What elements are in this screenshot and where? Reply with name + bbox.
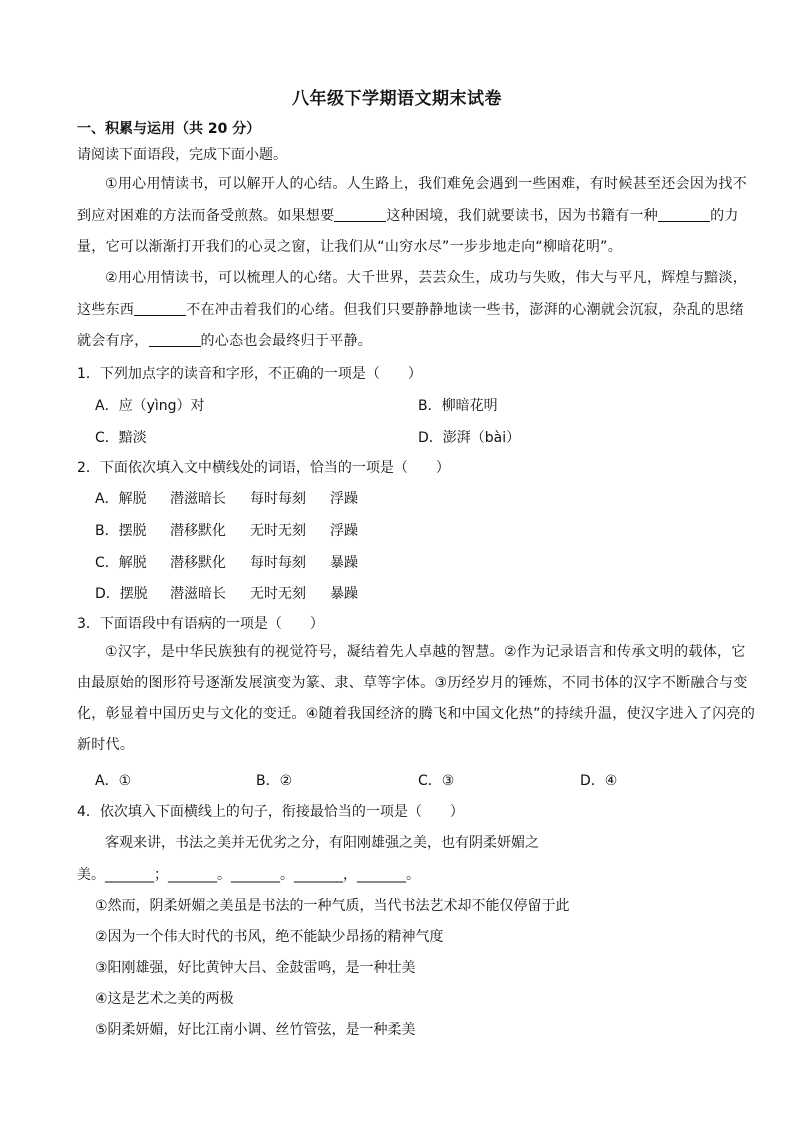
q1-option-d[interactable]: D．澎湃（bài） <box>418 430 521 446</box>
option-label: B．摆脱 <box>95 523 147 539</box>
passage-text: 的心态也会最终归于平静。 <box>200 333 373 349</box>
passage-paragraph-1 <box>77 169 757 264</box>
section-heading: 一、积累与运用（共 20 分） <box>77 121 261 137</box>
fill-blank <box>134 301 186 316</box>
question-4-lead: 客观来讲，书法之美并无优劣之分，有阳刚雄强之美，也有阴柔妍媚之 <box>105 835 539 851</box>
passage-text: ①用心用情读书，可以解开人的心结。人生路上，我们难免会遇到一些困难，有时候甚至还会因为找不到应对困难的方法而备受煎熬。如果想要 <box>77 176 748 224</box>
option-word: 浮躁 <box>330 523 358 539</box>
option-word: 每时每刻 <box>250 491 306 507</box>
option-word: 潜移默化 <box>170 555 226 571</box>
option-word: 每时每刻 <box>250 555 306 571</box>
q4-sentence-4: ④这是艺术之美的两极 <box>95 991 234 1007</box>
option-word: 无时无刻 <box>250 523 306 539</box>
q1-option-b[interactable]: B．柳暗花明 <box>418 398 498 414</box>
question-3-stem: 3．下面语段中有语病的一项是（ ） <box>77 616 324 632</box>
q2-option-c[interactable] <box>95 552 358 572</box>
q2-option-d[interactable] <box>95 583 358 603</box>
question-4-blanks: 美。_______；_______。_______。_______，_______。 <box>77 867 420 883</box>
q1-option-c[interactable]: C．黯淡 <box>95 430 147 446</box>
passage-text: 的力量，它可以渐渐打开我们的心灵之窗，让我们从“山穷水尽”一步步地走向“柳暗花明”。 <box>77 207 739 255</box>
q1-option-a[interactable]: A．应（yìng）对 <box>95 398 205 414</box>
q2-option-b[interactable] <box>95 520 358 540</box>
question-2-stem: 2．下面依次填入文中横线处的词语，恰当的一项是（ ） <box>77 460 450 476</box>
q4-sentence-1: ①然而，阴柔妍媚之美虽是书法的一种气质，当代书法艺术却不能仅停留于此 <box>95 898 570 914</box>
option-label: C．解脱 <box>95 555 147 571</box>
passage-text: ②用心用情读书，可以梳理人的心绪。大千世界，芸芸众生，成功与失败，伟大与平凡，辉煌与黯淡，这些东西 <box>77 270 748 318</box>
option-label: A．解脱 <box>95 491 147 507</box>
q3-option-b[interactable]: B．② <box>256 773 293 789</box>
passage-text: 这种困境，我们就要读书，因为书籍有一种 <box>386 207 659 224</box>
q4-sentence-5: ⑤阴柔妍媚，好比江南小调、丝竹管弦，是一种柔美 <box>95 1022 416 1038</box>
q3-option-d[interactable]: D．④ <box>580 773 618 789</box>
option-word: 潜滋暗长 <box>170 491 226 507</box>
option-word: 潜移默化 <box>170 523 226 539</box>
q3-option-c[interactable]: C．③ <box>418 773 455 789</box>
q4-sentence-2: ②因为一个伟大时代的书风，绝不能缺少昂扬的精神气度 <box>95 929 444 945</box>
question-3-passage: ①汉字，是中华民族独有的视觉符号，凝结着先人卓越的智慧。②作为记录语言和传承文明的载体，它由最原始的图形符号逐渐发展演变为篆、隶、草等字体。③历经岁月的锤炼，不同书体的汉字不断融合与变化，彰显着中国历史与文化的变迁。④随着我国经济的腾飞和中国文化热”的持续升温，使汉字进入了闪亮的新时代。 <box>77 644 756 753</box>
option-word: 暴躁 <box>330 555 358 571</box>
fill-blank <box>658 207 710 222</box>
option-word: 浮躁 <box>330 491 358 507</box>
q2-option-a[interactable] <box>95 488 358 508</box>
option-word: 暴躁 <box>330 586 358 602</box>
option-label: D．摆脱 <box>95 586 148 602</box>
fill-blank <box>149 332 201 347</box>
passage-paragraph-2 <box>77 263 757 358</box>
q4-sentence-3: ③阳刚雄强，好比黄钟大吕、金鼓雷鸣，是一种壮美 <box>95 960 416 976</box>
q3-option-a[interactable]: A．① <box>95 773 132 789</box>
instruction-text: 请阅读下面语段，完成下面小题。 <box>77 147 287 163</box>
passage-text: 不在冲击着我们的心绪。但我们只要静静地读一些书，澎湃的心潮就会沉寂，杂乱的思绪就会有序， <box>77 301 744 349</box>
fill-blank <box>334 207 386 222</box>
question-4-stem: 4．依次填入下面横线上的句子，衔接最恰当的一项是（ ） <box>77 804 464 820</box>
page-title: 八年级下学期语文期末试卷 <box>292 89 502 109</box>
option-word: 无时无刻 <box>250 586 306 602</box>
option-word: 潜滋暗长 <box>170 586 226 602</box>
question-1-stem: 1．下列加点字的读音和字形，不正确的一项是（ ） <box>77 366 422 382</box>
